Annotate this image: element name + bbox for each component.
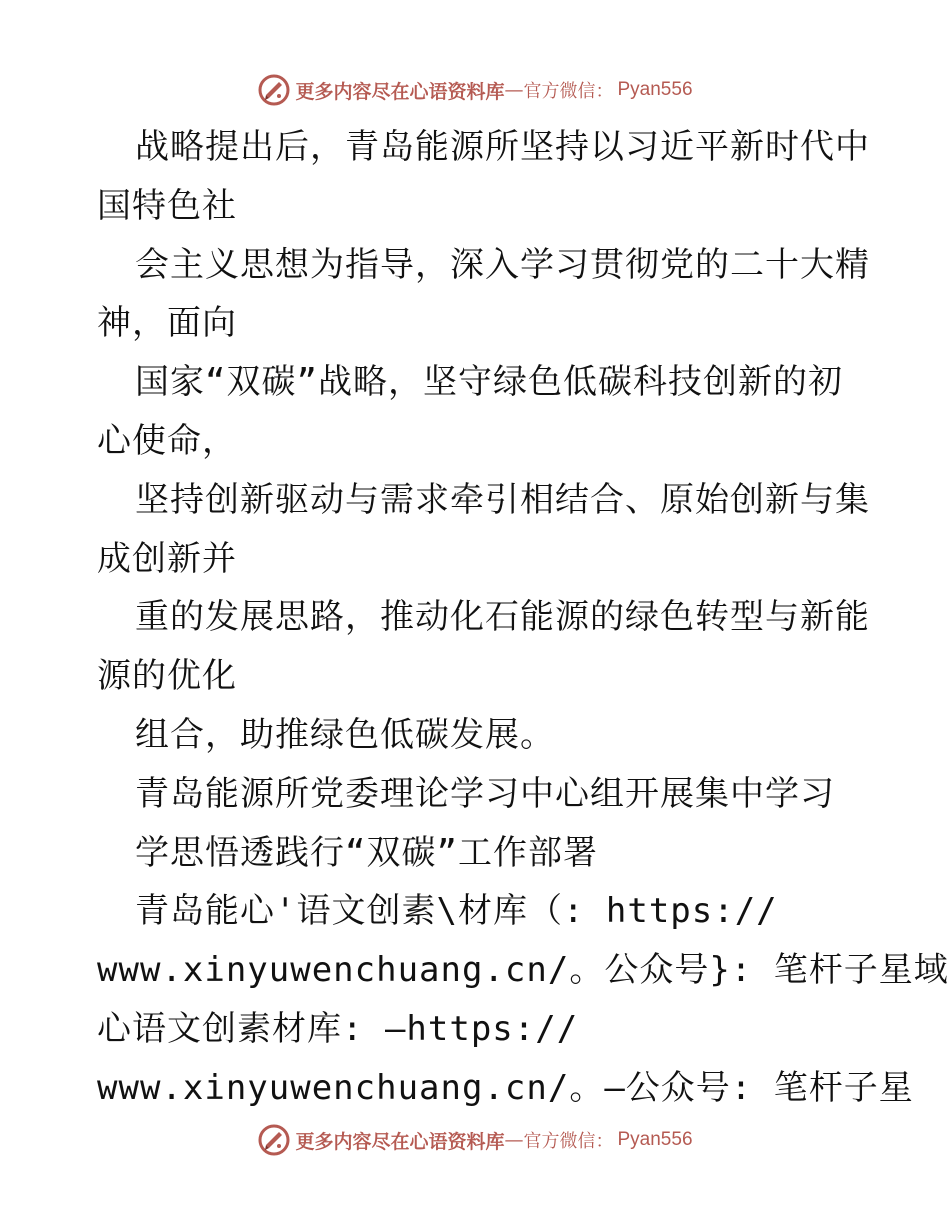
body-line: 学思悟透践行“双碳”工作部署 bbox=[135, 832, 598, 873]
watermark-dash: — bbox=[504, 1129, 524, 1151]
body-line: 国特色社 bbox=[97, 185, 237, 226]
watermark-label: 官方微信： bbox=[523, 1131, 614, 1152]
body-line: 青岛能源所党委理论学习中心组开展集中学习 bbox=[135, 773, 835, 814]
body-line: www.xinyuwenchuang.cn/。公众号}: 笔杆子星域 bbox=[97, 950, 949, 991]
watermark-label: 官方微信： bbox=[523, 81, 614, 102]
body-line: 坚持创新驱动与需求牵引相结合、原始创新与集 bbox=[135, 479, 870, 520]
body-line: www.xinyuwenchuang.cn/。—公众号: 笔杆子星 bbox=[97, 1067, 914, 1108]
watermark-id: Pyan556 bbox=[617, 79, 693, 100]
body-line: 神，面向 bbox=[97, 303, 237, 344]
document-body bbox=[97, 118, 949, 1118]
watermark-text: 更多内容尽在心语资料库 bbox=[295, 80, 505, 103]
watermark-dash: — bbox=[504, 79, 524, 101]
body-line: 战略提出后，青岛能源所坚持以习近平新时代中 bbox=[135, 127, 870, 167]
seal-logo-icon bbox=[257, 73, 291, 107]
body-line: 组合，助推绿色低碳发展。 bbox=[135, 714, 555, 755]
seal-logo-icon bbox=[257, 1123, 291, 1157]
watermark-id: Pyan556 bbox=[617, 1129, 693, 1150]
body-line: 心语文创素材库: —https:// bbox=[97, 1008, 579, 1049]
body-line: 国家“双碳”战略，坚守绿色低碳科技创新的初 bbox=[135, 362, 843, 403]
body-line: 青岛能心'语文创素\材库（: https:// bbox=[135, 891, 778, 932]
header-watermark bbox=[0, 70, 950, 110]
body-line: 重的发展思路，推动化石能源的绿色转型与新能 bbox=[135, 597, 870, 638]
body-line: 源的优化 bbox=[97, 656, 237, 697]
body-line: 成创新并 bbox=[97, 538, 237, 579]
body-line: 会主义思想为指导，深入学习贯彻党的二十大精 bbox=[135, 244, 870, 285]
body-line: 心使命， bbox=[97, 420, 237, 461]
watermark-text: 更多内容尽在心语资料库 bbox=[295, 1130, 505, 1153]
footer-watermark bbox=[0, 1120, 950, 1160]
